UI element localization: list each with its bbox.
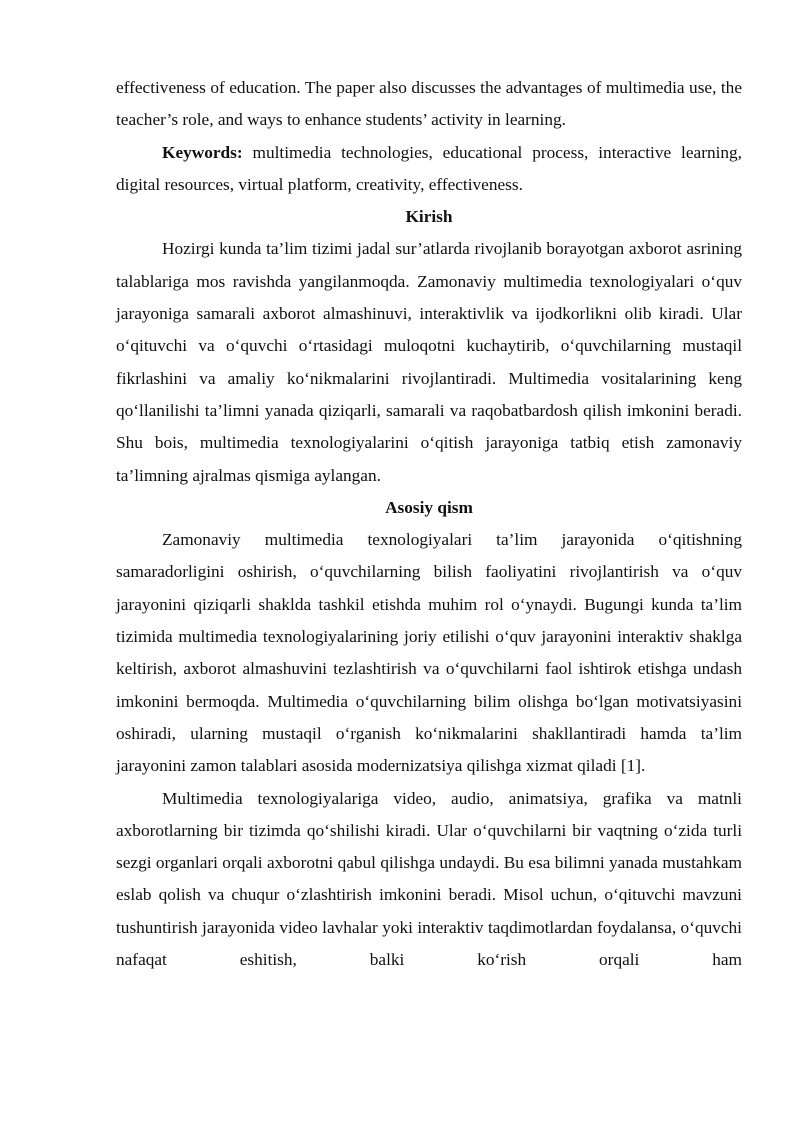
intro-heading: Kirish [405, 207, 453, 227]
abstract-tail-paragraph: effectiveness of education. The paper also discusses the advantages of multimedia use, the teacher’s role, and ways to enhance students’ activity in learning. [116, 78, 742, 130]
intro-paragraph: Hozirgi kunda ta’lim tizimi jadal sur’atlarda rivojlanib borayotgan axborot asrining talablariga mos ravishda yangilanmoqda. Zamonaviy multimedia texnologiyalari o‘quv jarayoniga samarali axborot almashinuvi, interaktivlik va ijodkorlikni olib kiradi. Ular o‘qituvchi va o‘quvchi o‘rtasidagi muloqotni kuchaytirib, o‘quvchilarning mustaqil fikrlashini va amaliy ko‘nikmalarini rivojlantiradi. Multimedia vositalarining keng qo‘llanilishi ta’limni yanada qiziqarli, samarali va raqobatbardosh qilish imkonini beradi. Shu bois, multimedia texnologiyalarini o‘qitish jarayoniga tatbiq etish zamonaviy ta’limning ajralmas qismiga aylangan. [116, 239, 742, 485]
document-page [116, 72, 742, 976]
main-heading: Asosiy qism [385, 497, 473, 517]
keywords-label: Keywords: [162, 142, 243, 162]
main-paragraph-2: Multimedia texnologiyalariga video, audio, animatsiya, grafika va matnli axborotlarning bir tizimda qo‘shilishi kiradi. Ular o‘quvchilarni bir vaqtning o‘zida turli sezgi organlari orqali axborotni qabul qilishga undaydi. Bu esa bilimni yanada mustahkam eslab qolish va chuqur o‘zlashtirish imkonini beradi. Misol uchun, o‘qituvchi mavzuni tushuntirish jarayonida video lavhalar yoki interaktiv taqdimotlardan foydalansa, o‘quvchi nafaqat eshitish, balki ko‘rish orqali ham [116, 788, 742, 970]
keywords-text: multimedia technologies, educational process, interactive learning, digital resources, virtual platform, creativity, effectiveness. [116, 142, 742, 194]
keywords-paragraph [116, 137, 742, 202]
main-paragraph-1: Zamonaviy multimedia texnologiyalari ta’lim jarayonida o‘qitishning samaradorligini oshirish, o‘quvchilarning bilish faoliyatini rivojlantirish va o‘quv jarayonini qiziqarli shaklda tashkil etishda muhim rol o‘ynaydi. Bugungi kunda ta’lim tizimida multimedia texnologiyalarining joriy etilishi o‘quv jarayonini interaktiv shaklga keltirish, axborot almashuvini tezlashtirish va o‘quvchilarni faol ishtirok etishga undash imkonini bermoqda. Multimedia o‘quvchilarning bilim olishga bo‘lgan motivatsiyasini oshiradi, ularning mustaqil o‘rganish ko‘nikmalarini shakllantiradi hamda ta’lim jarayonini zamon talablari asosida modernizatsiya qilishga xizmat qiladi [1]. [116, 530, 742, 776]
